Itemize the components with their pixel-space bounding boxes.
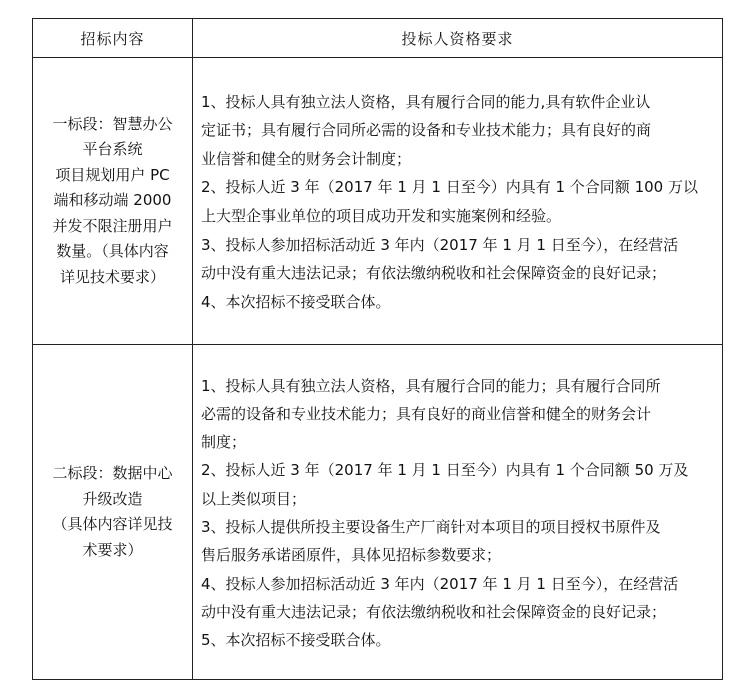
lot-1-content-cell — [33, 58, 193, 345]
lot-2-content-line: （具体内容详见技 — [52, 515, 173, 533]
lot-2-requirement-line: 以上类似项目； — [201, 489, 307, 508]
lot-1-content-line: 数量。（具体内容 — [56, 242, 169, 261]
lot-1-requirement-line: 动中没有重大违法记录；有依法缴纳税收和社会保障资金的良好记录； — [201, 264, 667, 283]
lot-1-requirement-line: 4、本次招标不接受联合体。 — [201, 292, 391, 311]
lot-1-content-line: 项目规划用户 PC — [55, 165, 170, 184]
header-bid-content: 招标内容 — [33, 19, 193, 58]
lot-2-content-cell — [33, 345, 193, 680]
lot-2-requirement-line: 3、投标人提供所投主要设备生产厂商针对本项目的项目授权书原件及 — [201, 518, 661, 536]
lot-2-requirement-line: 制度； — [201, 433, 247, 452]
lot-1-requirements-cell — [193, 58, 723, 345]
header-bidder-qualification: 投标人资格要求 — [193, 19, 723, 58]
lot-1-content-line: 详见技术要求） — [59, 267, 165, 286]
lot-2-content-line: 术要求） — [82, 540, 143, 559]
lot-1-requirement-line: 上大型企事业单位的项目成功开发和实施案例和经验。 — [201, 207, 562, 225]
lot-1-requirement-line: 定证书；具有履行合同所必需的设备和专业技术能力；具有良好的商 — [201, 121, 652, 140]
lot-2-requirement-line: 必需的设备和专业技术能力；具有良好的商业信誉和健全的财务会计 — [201, 404, 652, 423]
lot-1-requirement-line: 3、投标人参加招标活动近 3 年内（2017 年 1 月 1 日至今），在经营活 — [201, 235, 679, 254]
lot-2-requirement-line: 5、本次招标不接受联合体。 — [201, 631, 391, 650]
lot-1-requirement-line: 2、投标人近 3 年（2017 年 1 月 1 日至今）内具有 1 个合同额 100 万以 — [201, 178, 698, 197]
lot-2-content-line: 升级改造 — [82, 489, 143, 508]
lot-1-requirement-line: 1、投标人具有独立法人资格，具有履行合同的能力,具有软件企业认 — [201, 92, 651, 111]
lot-2-requirement-line: 售后服务承诺函原件，具体见招标参数要求； — [201, 546, 502, 565]
table-header-row — [33, 19, 723, 58]
lot-1-content-line: 并发不限注册用户 — [52, 216, 173, 235]
lot-1-requirement-line: 业信誉和健全的财务会计制度； — [201, 149, 412, 168]
lot-2-requirement-line: 2、投标人近 3 年（2017 年 1 月 1 日至今）内具有 1 个合同额 50 万及 — [201, 461, 689, 480]
table-row-lot-1 — [33, 58, 723, 345]
lot-2-requirement-line: 1、投标人具有独立法人资格，具有履行合同的能力；具有履行合同所 — [201, 376, 661, 395]
lot-2-requirements-cell — [193, 345, 723, 680]
qualification-table — [32, 18, 723, 680]
lot-1-content-line: 平台系统 — [82, 140, 143, 159]
table-row-lot-2 — [33, 345, 723, 680]
lot-1-content-line: 一标段：智慧办公 — [52, 114, 173, 133]
lot-2-content-line: 二标段：数据中心 — [52, 464, 173, 482]
lot-1-content-line: 端和移动端 2000 — [53, 191, 172, 210]
lot-2-requirement-line: 4、投标人参加招标活动近 3 年内（2017 年 1 月 1 日至今），在经营活 — [201, 574, 679, 593]
lot-2-requirement-line: 动中没有重大违法记录；有依法缴纳税收和社会保障资金的良好记录； — [201, 602, 667, 621]
